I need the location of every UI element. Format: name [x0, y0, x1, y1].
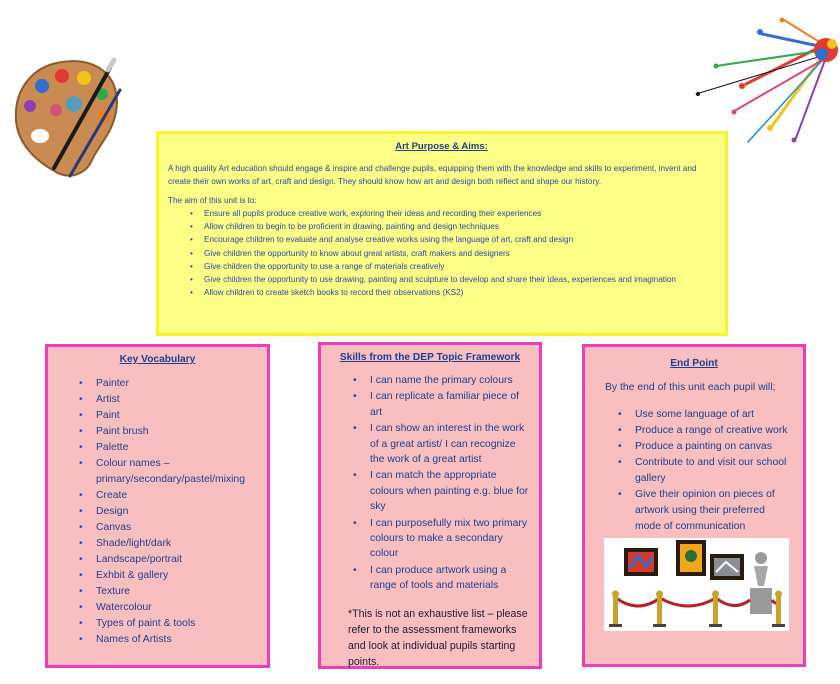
list-item: • I can produce artwork using a range of tools and materials: [370, 563, 531, 594]
list-item: • Paint brush: [96, 424, 267, 440]
key-vocabulary-panel: [45, 344, 270, 668]
end-point-title: End Point: [670, 358, 718, 369]
list-item: • Give their opinion on pieces of artwork using their preferred mode of communication: [635, 487, 793, 535]
list-item: • Give children the opportunity to use a range of materials creatively: [204, 260, 715, 273]
list-item: • Canvas: [96, 520, 267, 536]
list-item: • I can name the primary colours: [370, 373, 531, 388]
skills-note: *This is not an exhaustive list – please refer to the assessment frameworks and look at individual pupils starting points.: [348, 607, 528, 668]
vocabulary-list: [96, 376, 267, 648]
aims-intro: The aim of this unit is to:: [168, 196, 257, 205]
art-gallery-icon: [604, 538, 789, 631]
list-item: • Encourage children to evaluate and analyse creative works using the language of art, craft and design: [204, 233, 715, 246]
end-point-list: [595, 407, 793, 535]
list-item: • I can replicate a familiar piece of art: [370, 389, 531, 420]
list-item: • Ensure all pupils produce creative work, exploring their ideas and recording their experiences: [204, 207, 715, 220]
aims-paragraph: A high quality Art education should engage & inspire and challenge pupils, equipping them with the knowledge and skills to experiment, invent and create their own works of art, craft and design. They should know how art and design both reflect and shape our history.: [168, 164, 697, 186]
aims-title: Art Purpose & Aims:: [395, 141, 488, 152]
list-item: • Watercolour: [96, 600, 267, 616]
end-point-intro: By the end of this unit each pupil will;: [605, 382, 776, 393]
list-item: • Colour names – primary/secondary/pastel/mixing: [96, 456, 267, 488]
list-item: • Produce a painting on canvas: [635, 439, 793, 455]
list-item: • Produce a range of creative work: [635, 423, 793, 439]
skills-title: Skills from the DEP Topic Framework: [339, 352, 521, 363]
list-item: • Types of paint & tools: [96, 616, 267, 632]
skills-list: [370, 373, 531, 594]
list-item: • Contribute to and visit our school gallery: [635, 455, 793, 487]
list-item: • Design: [96, 504, 267, 520]
list-item: • Palette: [96, 440, 267, 456]
list-item: • Create: [96, 488, 267, 504]
list-item: • Paint: [96, 408, 267, 424]
paint-splash-icon: [676, 14, 840, 148]
aims-list: [168, 207, 715, 299]
list-item: • Exhbit & gallery: [96, 568, 267, 584]
list-item: • Texture: [96, 584, 267, 600]
list-item: • Shade/light/dark: [96, 536, 267, 552]
list-item: • Names of Artists: [96, 632, 267, 648]
list-item: • Allow children to create sketch books to record their observations (KS2): [204, 286, 715, 299]
skills-panel: [318, 342, 542, 669]
aims-panel: [156, 131, 728, 336]
list-item: • I can purposefully mix two primary colours to make a secondary colour: [370, 516, 531, 562]
list-item: • Give children the opportunity to use drawing, painting and sculpture to develop and share their ideas, experiences and imagination: [204, 273, 715, 286]
list-item: • I can show an interest in the work of a great artist/ I can recognize the work of a great artist: [370, 421, 531, 467]
list-item: • Artist: [96, 392, 267, 408]
list-item: • Painter: [96, 376, 267, 392]
list-item: • Landscape/portrait: [96, 552, 267, 568]
list-item: • Give children the opportunity to know about great artists, craft makers and designers: [204, 247, 715, 260]
list-item: • Allow children to begin to be proficient in drawing, painting and design techniques: [204, 220, 715, 233]
paint-palette-icon: [12, 50, 124, 190]
key-vocabulary-title: Key Vocabulary: [119, 354, 196, 365]
list-item: • Use some language of art: [635, 407, 793, 423]
list-item: • I can match the appropriate colours when painting e.g. blue for sky: [370, 468, 531, 514]
